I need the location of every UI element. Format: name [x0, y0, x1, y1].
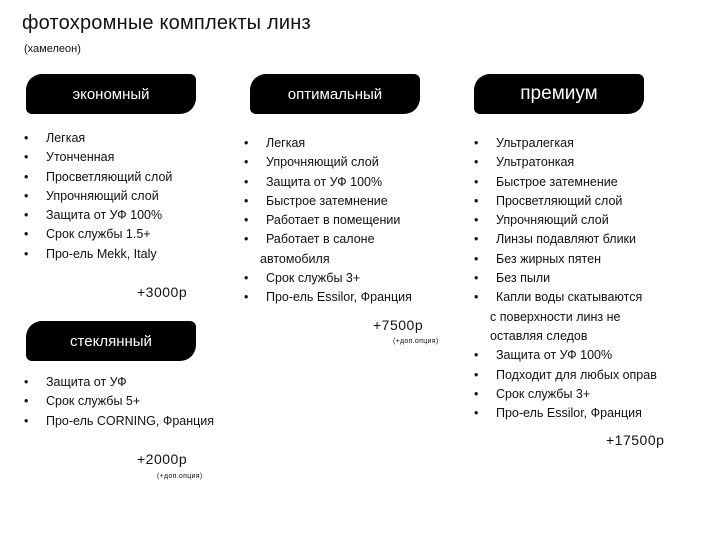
- list-item: • Про-ель Essilor, Франция: [244, 288, 412, 307]
- optimal-label: оптимальный: [250, 74, 420, 114]
- glass-label: стеклянный: [26, 321, 196, 361]
- list-item: • Без жирных пятен: [474, 250, 657, 269]
- list-item: • Срок службы 5+: [24, 392, 214, 411]
- list-item: • Без пыли: [474, 269, 657, 288]
- list-item: • Срок службы 1.5+: [24, 225, 172, 244]
- list-item: • Про-ель Essilor, Франция: [474, 404, 657, 423]
- page-title: фотохромные комплекты линз: [22, 12, 311, 34]
- list-item: • Работает в помещении: [244, 211, 412, 230]
- list-item: • Быстрое затемнение: [474, 173, 657, 192]
- list-item: • Легкая: [244, 134, 412, 153]
- list-item: • Утонченная: [24, 148, 172, 167]
- premium-feature-list: [474, 134, 657, 423]
- list-item: • Срок службы 3+: [474, 385, 657, 404]
- glass-feature-list: [24, 373, 214, 431]
- list-item: • Быстрое затемнение: [244, 192, 412, 211]
- optimal-price: +7500р: [373, 317, 424, 333]
- premium-label: премиум: [474, 74, 644, 114]
- page-subtitle: (хамелеон): [24, 43, 81, 55]
- list-item: • Упрочняющий слой: [24, 187, 172, 206]
- list-item: • Срок службы 3+: [244, 269, 412, 288]
- list-item: • Ультратонкая: [474, 153, 657, 172]
- optimal-note: (+доп.опция): [393, 338, 439, 345]
- list-item-continuation: автомобиля: [260, 251, 330, 266]
- glass-price: +2000р: [137, 451, 188, 467]
- list-item-continuation: с поверхности линз не: [490, 309, 621, 324]
- list-item: • Защита от УФ: [24, 373, 214, 392]
- list-item: • Про-ель Mekk, Italy: [24, 245, 172, 264]
- list-item: • Упрочняющий слой: [474, 211, 657, 230]
- list-item: • Капли воды скатываются: [474, 288, 657, 307]
- list-item: • Легкая: [24, 129, 172, 148]
- glass-note: (+доп.опция): [157, 473, 203, 480]
- list-item: • Упрочняющий слой: [244, 153, 412, 172]
- economy-price: +3000р: [137, 284, 188, 300]
- list-item: • Просветляющий слой: [474, 192, 657, 211]
- list-item: • Подходит для любых оправ: [474, 366, 657, 385]
- list-item-continuation: оставляя следов: [490, 328, 588, 343]
- economy-feature-list: [24, 129, 172, 264]
- list-item: • Ультралегкая: [474, 134, 657, 153]
- list-item: • Просветляющий слой: [24, 168, 172, 187]
- list-item: • Линзы подавляют блики: [474, 230, 657, 249]
- list-item: • Защита от УФ 100%: [474, 346, 657, 365]
- premium-price: +17500р: [606, 432, 665, 448]
- list-item: • Защита от УФ 100%: [244, 173, 412, 192]
- economy-label: экономный: [26, 74, 196, 114]
- list-item: • Про-ель CORNING, Франция: [24, 412, 214, 431]
- list-item: • Защита от УФ 100%: [24, 206, 172, 225]
- optimal-feature-list: [244, 134, 412, 308]
- list-item: • Работает в салоне: [244, 230, 412, 249]
